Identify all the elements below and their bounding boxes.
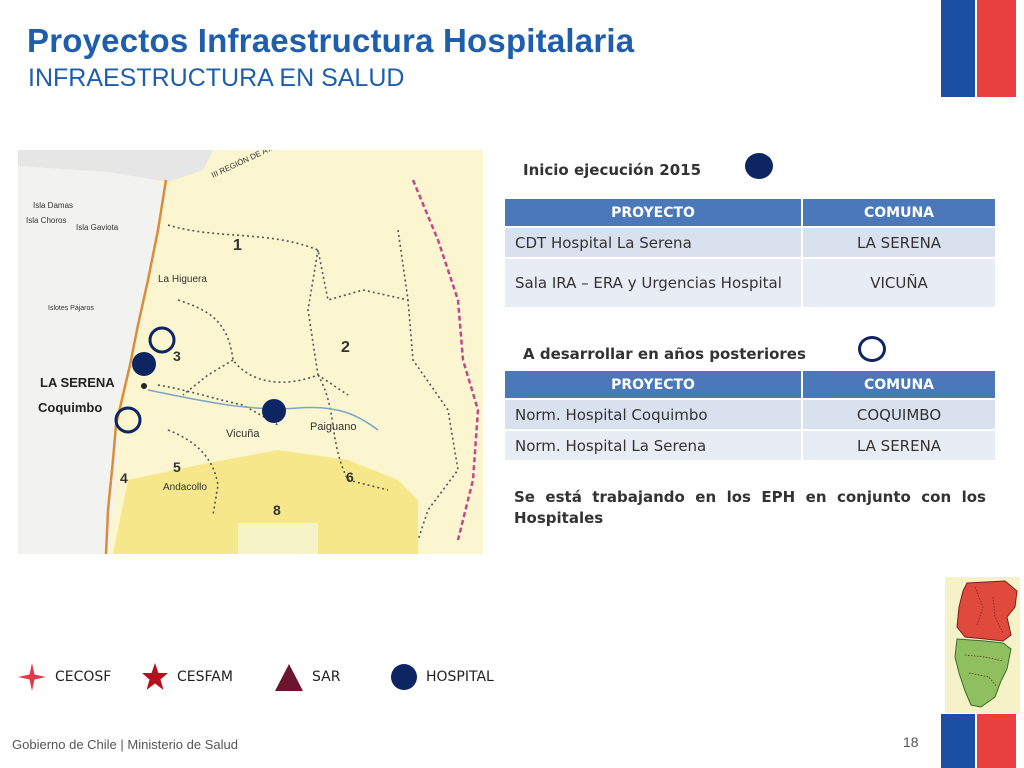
hospital-marker-vicuna [262, 399, 286, 423]
page-number: 18 [903, 734, 919, 750]
region-map [18, 150, 483, 554]
map-label-vicuna: Vicuña [226, 428, 260, 440]
map-district-5: 5 [173, 459, 181, 475]
table-row [505, 228, 997, 259]
legend-label-cesfam: CESFAM [177, 669, 233, 685]
cell-comuna: COQUIMBO [803, 400, 997, 431]
map-label-la-higuera: La Higuera [158, 274, 207, 285]
navy-circle-icon [390, 663, 418, 691]
map-district-3: 3 [173, 348, 181, 364]
legend-cesfam [141, 660, 233, 694]
flag-decoration-top [941, 0, 1016, 97]
page-title: Proyectos Infraestructura Hospitalaria [27, 22, 635, 59]
hospital-ring-marker-icon [858, 336, 886, 362]
legend-label-cecosf: CECOSF [55, 669, 112, 685]
map-district-2: 2 [341, 339, 350, 356]
cell-proyecto: Norm. Hospital Coquimbo [505, 400, 803, 431]
map-label-isla-choros: Isla Choros [26, 216, 67, 225]
legend-hospital [390, 660, 494, 694]
red-plus-star-icon [17, 662, 47, 692]
cell-proyecto: CDT Hospital La Serena [505, 228, 803, 259]
legend-label-sar: SAR [312, 669, 341, 685]
projects-table-posteriores [505, 371, 997, 462]
table-row [505, 259, 997, 309]
hospital-filled-marker-icon [745, 153, 773, 179]
page-subtitle: INFRAESTRUCTURA EN SALUD [28, 64, 405, 92]
flag-decoration-bottom [941, 714, 1016, 768]
maroon-triangle-icon [274, 662, 304, 692]
map-district-8: 8 [273, 502, 281, 518]
section-title-posteriores: A desarrollar en años posteriores [523, 345, 806, 363]
map-label-la-serena: LA SERENA [40, 375, 115, 390]
map-label-paiguano: Paiguano [310, 421, 357, 433]
eph-note: Se está trabajando en los EPH en conjunto con los Hospitales [514, 488, 986, 527]
cell-proyecto: Sala IRA – ERA y Urgencias Hospital [505, 259, 803, 309]
mini-region-map [945, 577, 1020, 713]
legend-label-hospital: HOSPITAL [426, 669, 494, 685]
map-district-4: 4 [120, 470, 128, 486]
column-header-comuna: COMUNA [803, 199, 997, 228]
map-label-coquimbo: Coquimbo [38, 400, 103, 415]
footer-text: Gobierno de Chile | Ministerio de Salud [12, 737, 238, 752]
map-label-islotes-pajaros: Islotes Pájaros [48, 305, 94, 312]
legend-cecosf [17, 660, 111, 694]
map-district-6: 6 [346, 469, 354, 485]
cell-comuna: LA SERENA [803, 431, 997, 462]
column-header-proyecto: PROYECTO [505, 199, 803, 228]
projects-table-2015 [505, 199, 997, 309]
map-district-1: 1 [233, 237, 242, 254]
section-title-2015: Inicio ejecución 2015 [523, 161, 702, 179]
table-row [505, 431, 997, 462]
cell-proyecto: Norm. Hospital La Serena [505, 431, 803, 462]
map-label-isla-damas: Isla Damas [33, 201, 74, 210]
cell-comuna: VICUÑA [803, 259, 997, 309]
column-header-comuna: COMUNA [803, 371, 997, 400]
cell-comuna: LA SERENA [803, 228, 997, 259]
map-label-isla-gaviota: Isla Gaviota [76, 223, 119, 232]
legend-sar [274, 660, 340, 694]
hospital-marker-la-serena [132, 352, 156, 376]
table-row [505, 400, 997, 431]
column-header-proyecto: PROYECTO [505, 371, 803, 400]
map-label-andacollo: Andacollo [163, 482, 207, 493]
red-star-icon [141, 662, 169, 692]
